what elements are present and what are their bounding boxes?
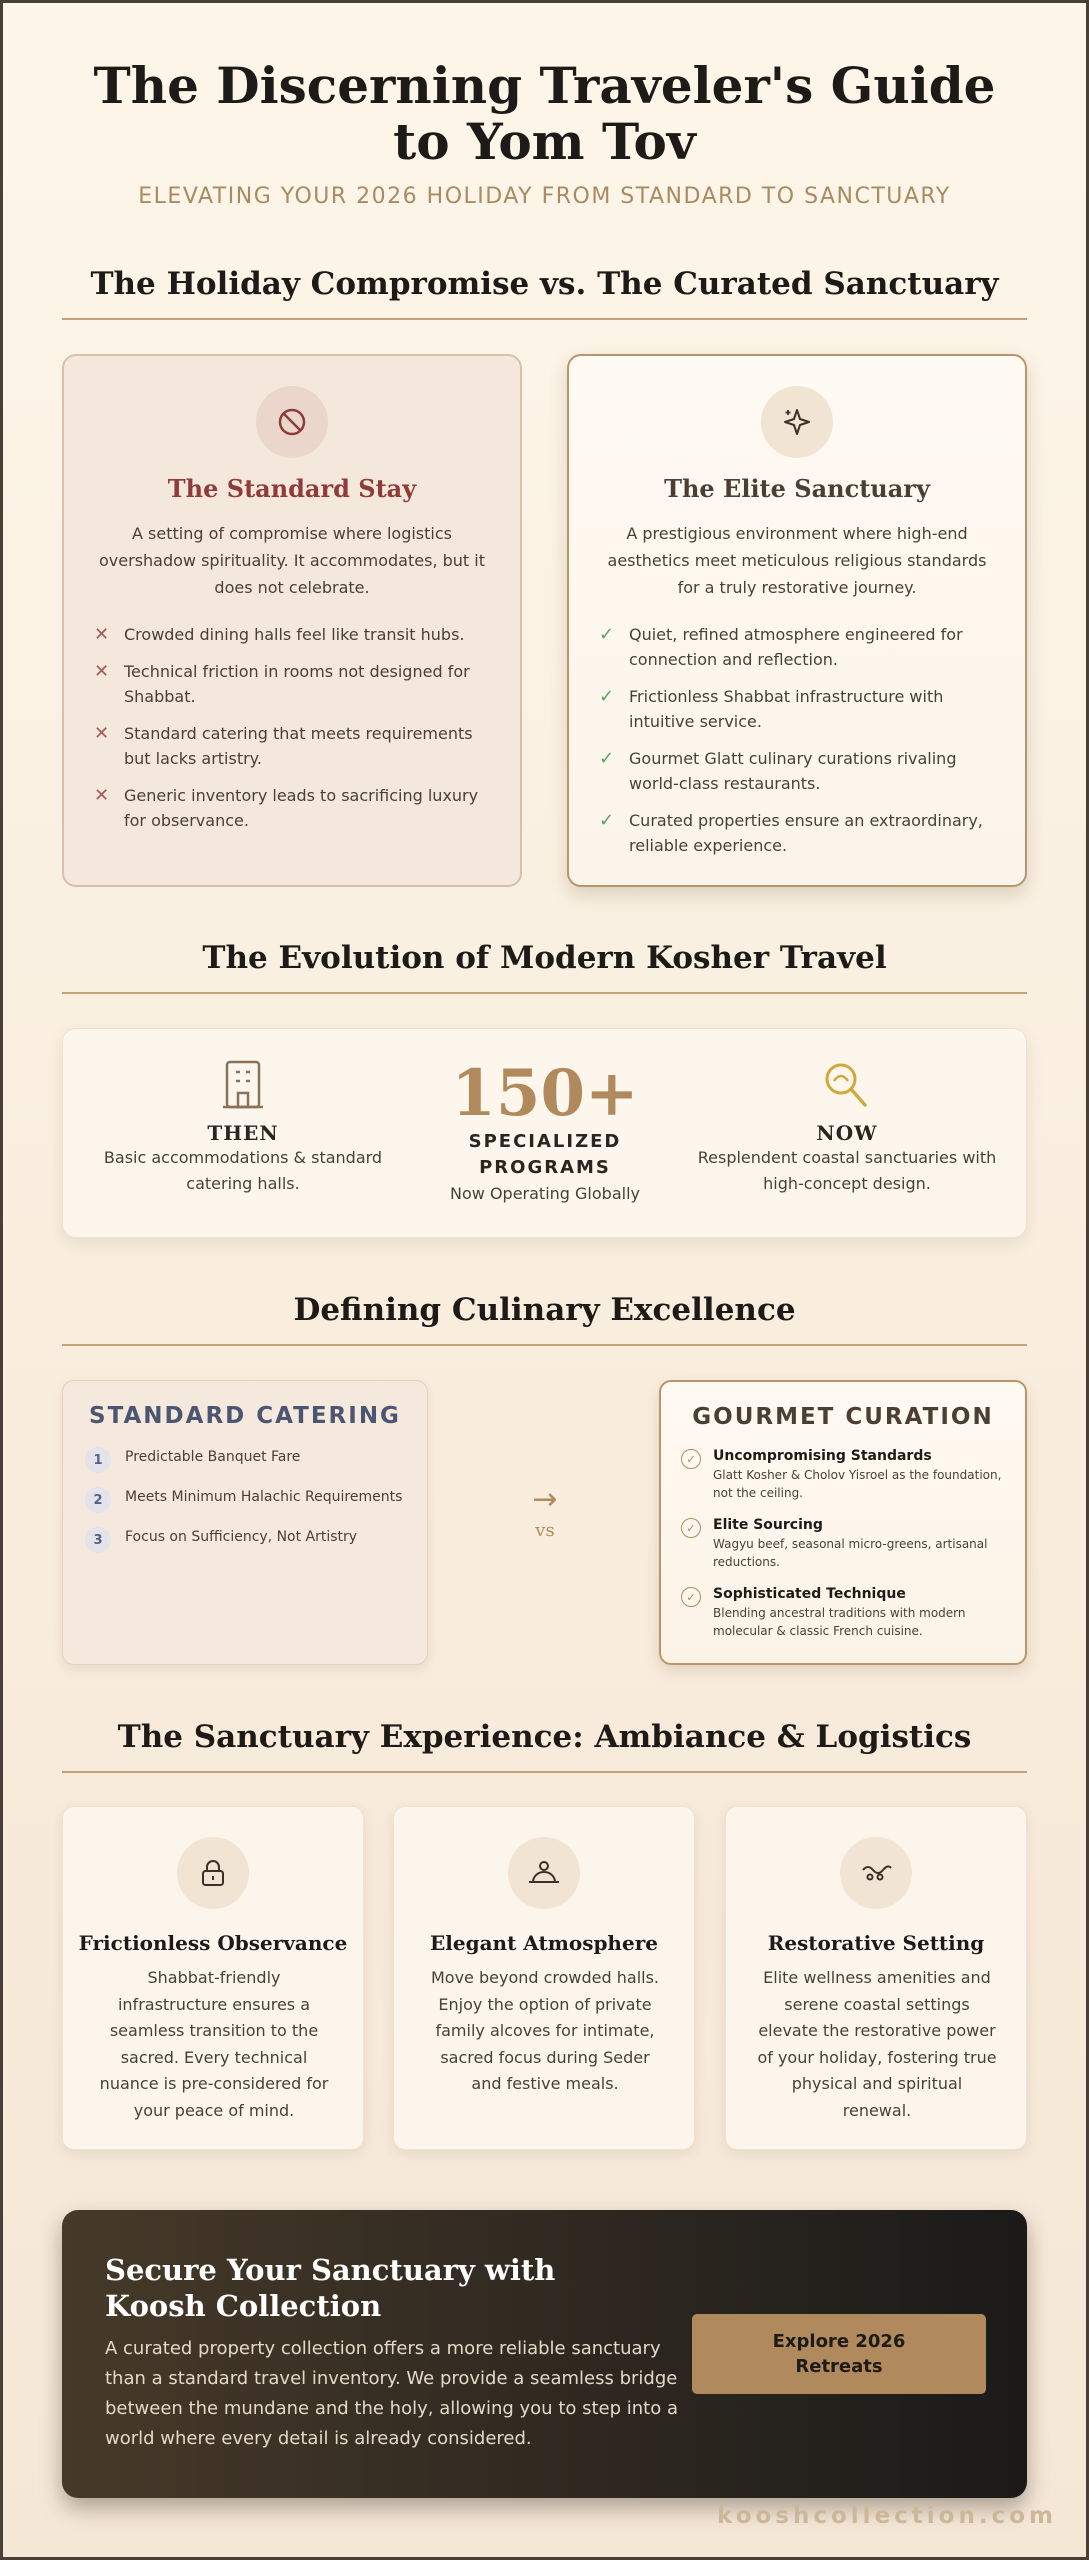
footer-url[interactable]: kooshcollection.com: [717, 2503, 1057, 2529]
cta-text: A curated property collection offers a more reliable sanctuary than a standard travel inventory. We provide a seamless bridge between the mundane and the holy, allowing you to step into a world where every detail is already considered.: [105, 2338, 678, 2449]
check-icon: ✓: [599, 624, 615, 645]
standard-stay-list: [94, 622, 494, 845]
evolution-card: [62, 1028, 1027, 1238]
list-item: ✓ Curated properties ensure an extraordinary, reliable experience.: [599, 810, 983, 855]
experience-card-text: Elite wellness amenities and serene coastal settings elevate the restorative power of your holiday, fostering true physical and spiritual renewal.: [757, 1968, 997, 2120]
page-title: The Discerning Traveler's Guide to Yom Tov: [93, 56, 996, 171]
evolution-now-label: NOW: [816, 1121, 878, 1145]
list-item: ✓ Quiet, refined atmosphere engineered for connection and reflection.: [599, 624, 963, 669]
gourmet-curation-title: GOURMET CURATION: [692, 1404, 994, 1430]
check-circle-icon: ✓: [681, 1449, 701, 1469]
x-icon: ✕: [94, 785, 110, 806]
gourmet-curation-list: [681, 1446, 1011, 1653]
gourmet-curation-card: [659, 1380, 1027, 1665]
list-item: ✓ Frictionless Shabbat infrastructure with intuitive service.: [599, 686, 944, 731]
lock-icon: [177, 1837, 249, 1909]
standard-stay-title: The Standard Stay: [167, 474, 417, 503]
list-item: 1 Predictable Banquet Fare: [85, 1447, 405, 1473]
list-item: ✓ Elite Sourcing Wagyu beef, seasonal micro-greens, artisanal reductions.: [681, 1515, 1011, 1571]
list-item: 2 Meets Minimum Halachic Requirements: [85, 1487, 405, 1513]
elite-sanctuary-list: [599, 622, 999, 870]
wellness-icon: [840, 1837, 912, 1909]
prohibited-icon: [256, 386, 328, 458]
arrow-right-icon: →: [532, 1482, 558, 1517]
list-item: ✕ Generic inventory leads to sacrificing luxury for observance.: [94, 785, 479, 830]
number-badge: 3: [85, 1527, 111, 1553]
standard-stay-description: A setting of compromise where logistics overshadow spirituality. It accommodates, but it does not celebrate.: [99, 524, 485, 597]
x-icon: ✕: [94, 624, 110, 645]
experience-card-restorative: [725, 1806, 1027, 2150]
standard-catering-list: [85, 1447, 405, 1567]
experience-card-atmosphere: [393, 1806, 695, 2150]
evolution-then: [93, 1059, 393, 1197]
cta-banner: [62, 2210, 1027, 2498]
list-item: ✓ Gourmet Glatt culinary curations rivaling world-class restaurants.: [599, 748, 957, 793]
evolution-then-label: THEN: [207, 1121, 279, 1145]
program-count: 150+: [451, 1056, 639, 1131]
experience-card-title: Restorative Setting: [767, 1931, 985, 1955]
standard-catering-card: [62, 1380, 428, 1665]
experience-section-title: The Sanctuary Experience: Ambiance & Logistics: [62, 1719, 1027, 1773]
explore-retreats-button[interactable]: Explore 2026 Retreats: [692, 2314, 986, 2394]
standard-catering-title: STANDARD CATERING: [89, 1403, 401, 1429]
evolution-now: [697, 1059, 997, 1197]
experience-card-text: Shabbat-friendly infrastructure ensures a seamless transition to the sacred. Every technical nuance is pre-considered for your peace of mind.: [99, 1968, 329, 2120]
number-badge: 1: [85, 1447, 111, 1473]
evolution-section-title: The Evolution of Modern Kosher Travel: [62, 940, 1027, 994]
program-count-sub: Now Operating Globally: [450, 1184, 640, 1203]
check-circle-icon: ✓: [681, 1518, 701, 1538]
sparkle-icon: [761, 386, 833, 458]
elite-sanctuary-card: [567, 354, 1027, 887]
experience-card-title: Frictionless Observance: [78, 1931, 348, 1955]
versus-label: vs: [535, 1520, 555, 1541]
evolution-then-text: Basic accommodations & standard catering halls.: [103, 1148, 383, 1193]
building-icon: [93, 1059, 393, 1115]
list-item: 3 Focus on Sufficiency, Not Artistry: [85, 1527, 405, 1553]
comparison-section-title: The Holiday Compromise vs. The Curated Sanctuary: [62, 266, 1027, 320]
search-sparkle-icon: [697, 1059, 997, 1115]
program-count-label: SPECIALIZED PROGRAMS: [468, 1131, 622, 1178]
elite-sanctuary-description: A prestigious environment where high-end aesthetics meet meticulous religious standards for a truly restorative journey.: [607, 524, 987, 597]
x-icon: ✕: [94, 723, 110, 744]
list-item: ✓ Sophisticated Technique Blending ancestral traditions with modern molecular & classic French cuisine.: [681, 1584, 1011, 1640]
x-icon: ✕: [94, 661, 110, 682]
experience-card-text: Move beyond crowded halls. Enjoy the option of private family alcoves for intimate, sacred focus during Seder and festive meals.: [430, 1968, 660, 2093]
experience-card-title: Elegant Atmosphere: [430, 1931, 658, 1955]
list-item: ✕ Crowded dining halls feel like transit hubs.: [94, 624, 465, 645]
check-icon: ✓: [599, 686, 615, 707]
cta-title: Secure Your Sanctuary with Koosh Collection: [105, 2253, 556, 2323]
list-item: ✕ Standard catering that meets requirements but lacks artistry.: [94, 723, 473, 768]
evolution-stat: [395, 1056, 695, 1207]
number-badge: 2: [85, 1487, 111, 1513]
list-item: ✓ Uncompromising Standards Glatt Kosher & Cholov Yisroel as the foundation, not the ceiling.: [681, 1446, 1011, 1502]
check-icon: ✓: [599, 748, 615, 769]
standard-stay-card: [62, 354, 522, 887]
check-icon: ✓: [599, 810, 615, 831]
culinary-section-title: Defining Culinary Excellence: [62, 1292, 1027, 1346]
experience-card-observance: [62, 1806, 364, 2150]
versus-divider: [500, 1480, 590, 1541]
list-item: ✕ Technical friction in rooms not designed for Shabbat.: [94, 661, 470, 706]
check-circle-icon: ✓: [681, 1587, 701, 1607]
elite-sanctuary-title: The Elite Sanctuary: [664, 474, 930, 503]
evolution-now-text: Resplendent coastal sanctuaries with high-concept design.: [697, 1148, 997, 1193]
concierge-icon: [508, 1837, 580, 1909]
page-subtitle: ELEVATING YOUR 2026 HOLIDAY FROM STANDARD TO SANCTUARY: [138, 184, 951, 209]
